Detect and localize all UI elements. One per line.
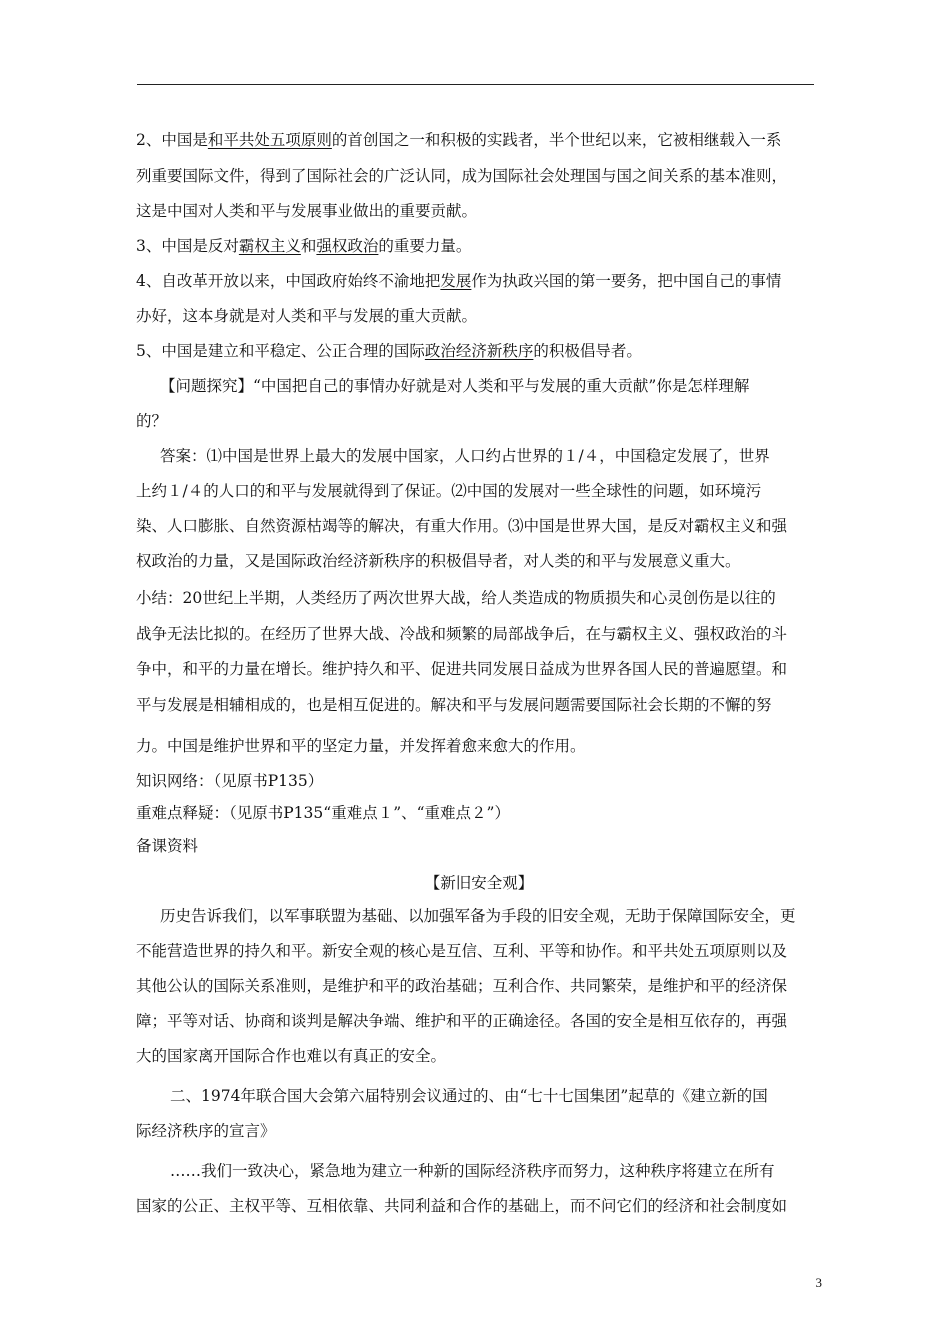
- item-4-line-2: 办好，这本身就是对人类和平与发展的重大贡献。: [136, 307, 478, 325]
- declaration-line-2: 际经济秩序的宣言》: [136, 1122, 276, 1140]
- item-2-line-2: 列重要国际文件，得到了国际社会的广泛认同，成为国际社会处理国与国之间关系的基本准则，: [136, 167, 788, 185]
- security-line-2: 不能营造世界的持久和平。新安全观的核心是互信、互利、平等和协作。和平共处五项原则以及: [136, 942, 788, 960]
- header-rule: [137, 84, 814, 85]
- item-2-line-1: 2、中国是和平共处五项原则的首创国之一和积极的实践者，半个世纪以来，它被相继载入一系: [136, 131, 782, 149]
- item-2-line-3: 这是中国对人类和平与发展事业做出的重要贡献。: [136, 202, 478, 220]
- security-line-1: 历史告诉我们，以军事联盟为基础、以加强军备为手段的旧安全观，无助于保障国际安全，更: [160, 907, 796, 925]
- summary-line-2: 战争无法比拟的。在经历了世界大战、冷战和频繁的局部战争后，在与霸权主义、强权政治的斗: [136, 625, 788, 643]
- item-5: 5、中国是建立和平稳定、公正合理的国际政治经济新秩序的积极倡导者。: [136, 342, 642, 360]
- declaration-line-1: 二、1974年联合国大会第六届特别会议通过的、由“七十七国集团”起草的《建立新的国: [170, 1087, 768, 1105]
- prep-heading: 备课资料: [136, 837, 199, 855]
- security-line-4: 障；平等对话、协商和谈判是解决争端、维护和平的正确途径。各国的安全是相互依存的，再强: [136, 1012, 788, 1030]
- underlined-term: 发展: [440, 272, 472, 290]
- question-line-1: 【问题探究】“中国把自己的事情办好就是对人类和平与发展的重大贡献”你是怎样理解: [160, 377, 750, 395]
- summary-line-3: 争中，和平的力量在增长。维护持久和平、促进共同发展日益成为世界各国人民的普遍愿望。和: [136, 660, 788, 678]
- page-number: 3: [815, 1275, 822, 1290]
- summary-line-4: 平与发展是相辅相成的，也是相互促进的。解决和平与发展问题需要国际社会长期的不懈的努: [136, 696, 772, 714]
- underlined-term: 和平共处五项原则: [207, 131, 332, 149]
- excerpt-line-2: 国家的公正、主权平等、互相依靠、共同利益和合作的基础上，而不问它们的经济和社会制度如: [136, 1197, 788, 1215]
- summary-line-5: 力。中国是维护世界和平的坚定力量，并发挥着愈来愈大的作用。: [136, 737, 586, 755]
- security-title: 【新旧安全观】: [424, 874, 534, 892]
- answer-line-2: 上约１/４的人口的和平与发展就得到了保证。⑵中国的发展对一些全球性的问题，如环境污: [136, 482, 762, 500]
- answer-line-3: 染、人口膨胀、自然资源枯竭等的解决，有重大作用。⑶中国是世界大国，是反对霸权主义和强: [136, 517, 788, 535]
- item-3: 3、中国是反对霸权主义和强权政治的重要力量。: [136, 237, 472, 255]
- answer-line-1: 答案：⑴中国是世界上最大的发展中国家，人口约占世界的１/４，中国稳定发展了，世界: [160, 447, 770, 465]
- knowledge-network: 知识网络：（见原书P135）: [136, 772, 324, 790]
- difficulty-note: 重难点释疑：（见原书P135“重难点１”、“重难点２”）: [136, 804, 510, 822]
- answer-line-4: 权政治的力量，又是国际政治经济新秩序的积极倡导者，对人类的和平与发展意义重大。: [136, 552, 741, 570]
- item-4-line-1: 4、自改革开放以来，中国政府始终不渝地把发展作为执政兴国的第一要务，把中国自己的事情: [136, 272, 782, 290]
- underlined-term: 强权政治: [316, 237, 379, 255]
- summary-line-1: 小结：20世纪上半期，人类经历了两次世界大战，给人类造成的物质损失和心灵创伤是以往的: [136, 589, 776, 607]
- question-line-2: 的？: [136, 412, 168, 430]
- underlined-term: 政治经济新秩序: [424, 342, 534, 360]
- security-line-3: 其他公认的国际关系准则，是维护和平的政治基础；互利合作、共同繁荣，是维护和平的经济保: [136, 977, 788, 995]
- underlined-term: 霸权主义: [238, 237, 301, 255]
- security-line-5: 大的国家离开国际合作也难以有真正的安全。: [136, 1047, 447, 1065]
- excerpt-line-1: ……我们一致决心，紧急地为建立一种新的国际经济秩序而努力，这种秩序将建立在所有: [170, 1162, 775, 1180]
